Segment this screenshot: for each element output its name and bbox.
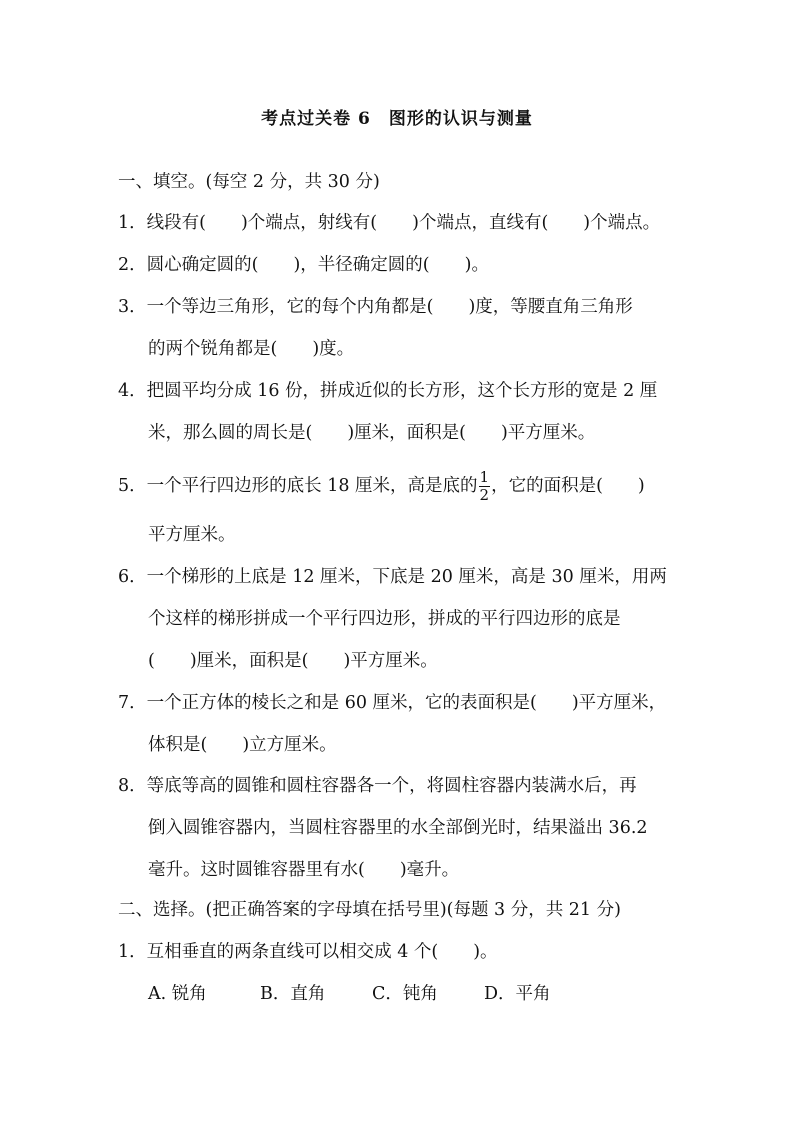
question-1-6-line-3: ( )厘米，面积是( )平方厘米。 bbox=[148, 651, 438, 671]
option-d: D．平角 bbox=[484, 984, 551, 1004]
question-1-5-text-a: 5．一个平行四边形的底长 18 厘米，高是底的 bbox=[118, 476, 478, 496]
section-1-heading: 一、填空。(每空 2 分，共 30 分) bbox=[118, 172, 380, 192]
question-1-5-line-2: 平方厘米。 bbox=[148, 525, 236, 545]
question-1-8-line-1: 8．等底等高的圆锥和圆柱容器各一个，将圆柱容器内装满水后，再 bbox=[118, 776, 637, 796]
question-1-3-line-1: 3．一个等边三角形，它的每个内角都是( )度，等腰直角三角形 bbox=[118, 297, 633, 317]
fraction-denominator: 2 bbox=[479, 486, 490, 504]
question-1-7-line-1: 7．一个正方体的棱长之和是 60 厘米，它的表面积是( )平方厘米， bbox=[118, 693, 667, 713]
question-2-1: 1．互相垂直的两条直线可以相交成 4 个( )。 bbox=[118, 942, 498, 962]
option-b: B．直角 bbox=[260, 984, 326, 1004]
question-1-2: 2．圆心确定圆的( )，半径确定圆的( )。 bbox=[118, 255, 489, 275]
question-1-4-line-2: 米，那么圆的周长是( )厘米，面积是( )平方厘米。 bbox=[148, 423, 596, 443]
section-2-heading: 二、选择。(把正确答案的字母填在括号里)(每题 3 分，共 21 分) bbox=[118, 900, 621, 920]
question-1-6-line-2: 个这样的梯形拼成一个平行四边形，拼成的平行四边形的底是 bbox=[148, 609, 621, 629]
option-c: C．钝角 bbox=[372, 984, 438, 1004]
question-2-1-options bbox=[148, 982, 551, 1006]
question-1-7-line-2: 体积是( )立方厘米。 bbox=[148, 735, 337, 755]
question-1-4-line-1: 4．把圆平均分成 16 份，拼成近似的长方形，这个长方形的宽是 2 厘 bbox=[118, 381, 658, 401]
question-1-8-line-3: 毫升。这时圆锥容器里有水( )毫升。 bbox=[148, 860, 460, 880]
option-a: A. 锐角 bbox=[148, 984, 207, 1004]
question-1-5-text-b: ，它的面积是( ) bbox=[491, 476, 645, 496]
question-1-5-line-1 bbox=[118, 470, 645, 503]
question-1-8-line-2: 倒入圆锥容器内，当圆柱容器里的水全部倒光时，结果溢出 36.2 bbox=[148, 818, 648, 838]
question-1-1: 1．线段有( )个端点，射线有( )个端点，直线有( )个端点。 bbox=[118, 213, 661, 233]
question-1-6-line-1: 6．一个梯形的上底是 12 厘米，下底是 20 厘米，高是 30 厘米，用两 bbox=[118, 567, 667, 587]
fraction-one-half bbox=[479, 470, 491, 503]
question-1-3-line-2: 的两个锐角都是( )度。 bbox=[148, 339, 355, 359]
fraction-numerator: 1 bbox=[479, 468, 490, 486]
page-title: 考点过关卷 6 图形的认识与测量 bbox=[261, 109, 533, 129]
